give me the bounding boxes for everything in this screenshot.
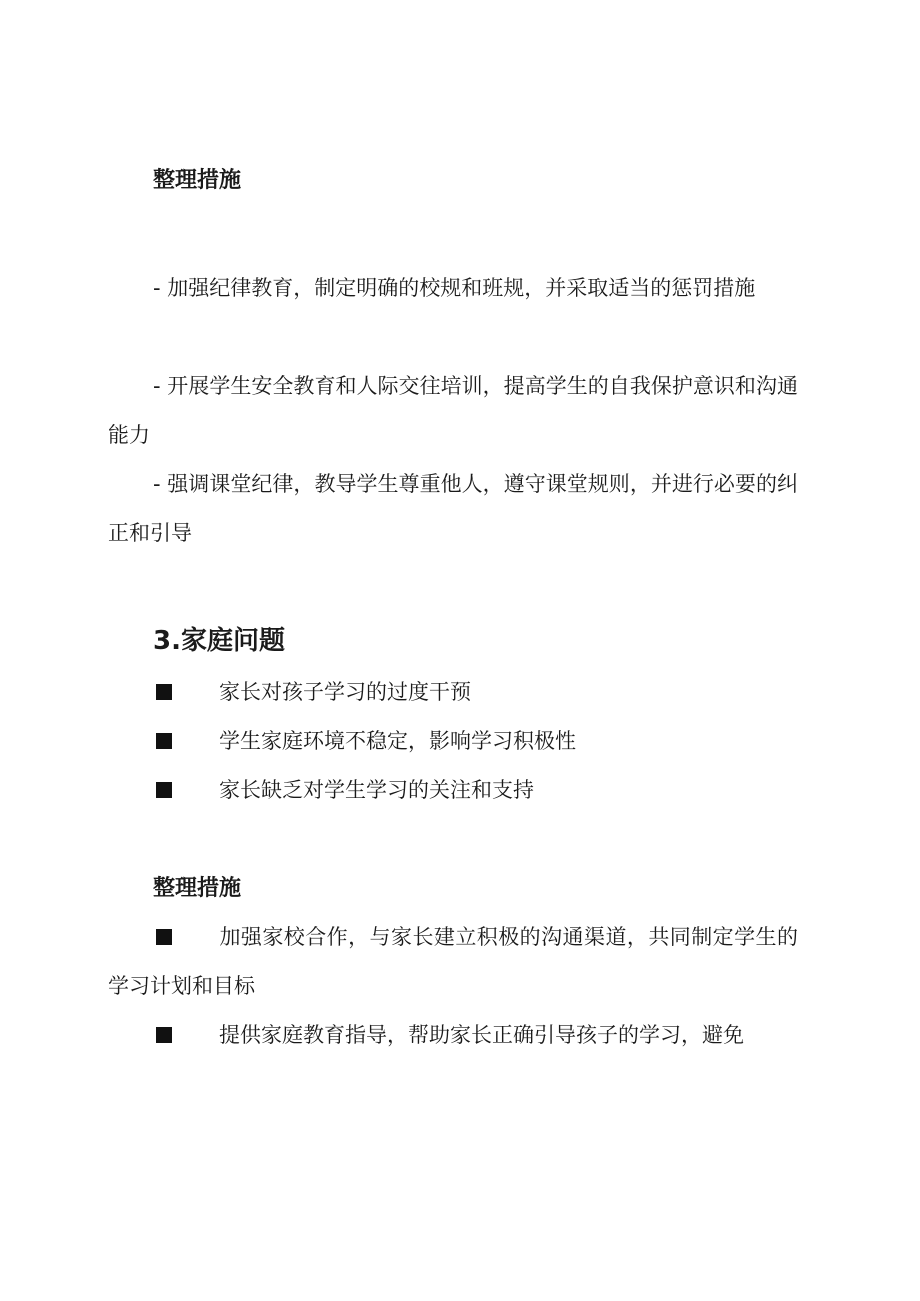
list-item-text: 家长对孩子学习的过度干预 <box>219 680 471 704</box>
measure-item-classroom: - 强调课堂纪律，教导学生尊重他人，遵守课堂规则，并进行必要的纠正和引导 <box>108 472 798 545</box>
list-item-text: 提供家庭教育指导，帮助家长正确引导孩子的学习，避免 <box>219 1023 744 1047</box>
list-item-text: 加强家校合作，与家长建立积极的沟通渠道，共同制定学生的学习计划和目标 <box>108 925 798 998</box>
measure-item-discipline: - 加强纪律教育，制定明确的校规和班规，并采取适当的惩罚措施 <box>153 276 756 300</box>
list-item-text: 家长缺乏对学生学习的关注和支持 <box>219 778 534 802</box>
square-bullet-icon <box>156 1027 172 1043</box>
measures-heading: 整理措施 <box>153 168 242 193</box>
section-title-family: 3.家庭问题 <box>153 626 285 656</box>
square-bullet-icon <box>156 684 172 700</box>
list-item <box>108 1011 798 1060</box>
square-bullet-icon <box>156 929 172 945</box>
measure-item-safety: - 开展学生安全教育和人际交往培训，提高学生的自我保护意识和沟通能力 <box>108 374 798 447</box>
list-item-text: 学生家庭环境不稳定，影响学习积极性 <box>219 729 576 753</box>
square-bullet-icon <box>156 782 172 798</box>
list-item <box>108 913 798 1011</box>
square-bullet-icon <box>156 733 172 749</box>
family-measures-heading: 整理措施 <box>153 876 242 901</box>
